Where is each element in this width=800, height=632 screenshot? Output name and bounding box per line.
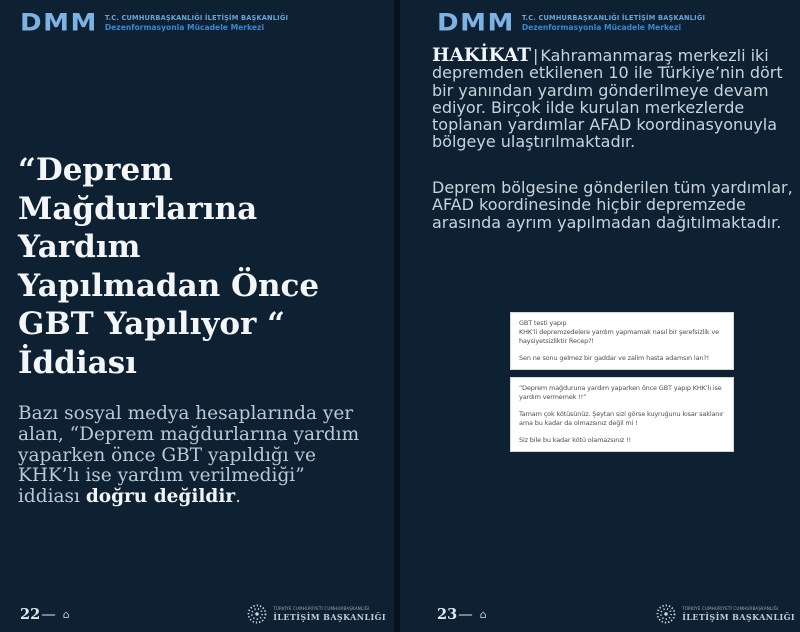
iletisim-baskanligi-emblem-icon xyxy=(246,603,268,625)
page-number-right xyxy=(437,606,487,623)
footer-emblem-line1: TÜRKİYE CUMHURİYETİ CUMHURBAŞKANLIĞI xyxy=(273,606,370,611)
dmm-org-text xyxy=(522,14,705,33)
tweet-2-line1: “Deprem mağduruna yardım yaparken önce GBT yapıp KHK’lı ise yardım vermemek !!” xyxy=(519,384,722,401)
page-left xyxy=(0,0,394,632)
claim-body xyxy=(18,404,372,508)
dmm-logo xyxy=(20,10,288,36)
page-right xyxy=(400,0,800,632)
footer-emblem-text xyxy=(273,606,386,622)
dmm-wordmark: DMM xyxy=(20,9,98,37)
tweet-2-line2: Tamam çok kötüsünüz. Şeytan sizi görse kuyruğunu kısar saklanır ama bu kadar da olmazsınız değil mi ! xyxy=(519,410,724,427)
footer-emblem-right xyxy=(655,603,795,625)
home-icon[interactable]: ⌂ xyxy=(62,608,70,621)
dmm-logo xyxy=(437,10,705,36)
tweet-2-line3: Siz bile bu kadar kötü olamazsınız !! xyxy=(519,436,631,444)
iletisim-baskanligi-emblem-icon xyxy=(655,603,677,625)
tweet-screenshot-1 xyxy=(510,312,734,370)
org-line2: Dezenformasyonla Mücadele Merkezi xyxy=(521,23,682,33)
tweet-screenshot-2 xyxy=(510,377,734,452)
page-number-dash: — xyxy=(458,606,473,623)
claim-title-line: Yardım xyxy=(18,229,141,265)
page-number-left xyxy=(20,606,70,623)
fact-paragraph-2: Deprem bölgesine gönderilen tüm yardımlar, AFAD koordinesinde hiçbir depremzede arasında ayrım yapılmadan dağıtılmaktadır. xyxy=(432,178,793,232)
claim-body-text: Bazı sosyal medya hesaplarında yer alan, “Deprem mağdurlarına yardım yaparken önce GBT yapıldığı ve KHK’lı ise yardım verilmediği” iddiası xyxy=(18,403,360,508)
footer-emblem-line2: İLETİŞİM BAŞKANLIĞI xyxy=(273,612,386,622)
tweet-1-line2: KHK’li depremzedelere yardım yapmamak nasıl bir şerefsizlik ve haysiyetsizliktir Recep?! xyxy=(519,328,719,345)
footer-emblem-line1: TÜRKİYE CUMHURİYETİ CUMHURBAŞKANLIĞI xyxy=(682,606,779,611)
org-line2: Dezenformasyonla Mücadele Merkezi xyxy=(104,23,265,33)
fact-paragraph-1 xyxy=(432,47,794,151)
dmm-org-text xyxy=(105,14,288,33)
footer-emblem-text xyxy=(682,606,795,622)
footer-emblem-line2: İLETİŞİM BAŞKANLIĞI xyxy=(682,612,795,622)
claim-body-period: . xyxy=(235,486,241,508)
claim-verdict: doğru değildir xyxy=(85,486,236,508)
claim-title-line: Mağdurlarına xyxy=(18,190,258,227)
page-number-dash: — xyxy=(41,606,56,623)
claim-title xyxy=(18,151,376,382)
home-icon[interactable]: ⌂ xyxy=(479,608,487,621)
claim-title-line: İddiası xyxy=(18,344,137,381)
fact-label: HAKİKAT xyxy=(432,45,532,66)
fact-paragraph-1-text: Kahramanmaraş merkezli iki depremden etkilenen 10 ile Türkiye’nin dört bir yanından yardım gönderilmeye devam ediyor. Birçok ilde kurulan merkezlerde toplanan yardımlar AFAD koordinasyonuyla bölgeye ulaştırılmaktadır. xyxy=(432,46,783,152)
tweet-1-line1: GBT testi yapıp xyxy=(519,319,567,327)
dmm-wordmark: DMM xyxy=(437,9,515,37)
evidence-screenshots xyxy=(510,312,734,452)
fact-separator: | xyxy=(533,46,539,65)
tweet-1-line3: Sen ne sonu gelmez bir gaddar ve zalim hasta adamsın lan?! xyxy=(519,354,710,362)
claim-title-line: “Deprem xyxy=(18,152,173,188)
org-line1: T.C. CUMHURBAŞKANLIĞI İLETİŞİM BAŞKANLIĞI xyxy=(521,13,706,22)
org-line1: T.C. CUMHURBAŞKANLIĞI İLETİŞİM BAŞKANLIĞI xyxy=(104,13,289,22)
footer-emblem-left xyxy=(246,603,386,625)
claim-title-line: GBT Yapılıyor “ xyxy=(18,306,285,342)
page-number-value: 22 xyxy=(20,606,41,623)
claim-title-line: Yapılmadan Önce xyxy=(18,267,320,304)
page-number-value: 23 xyxy=(437,606,458,623)
